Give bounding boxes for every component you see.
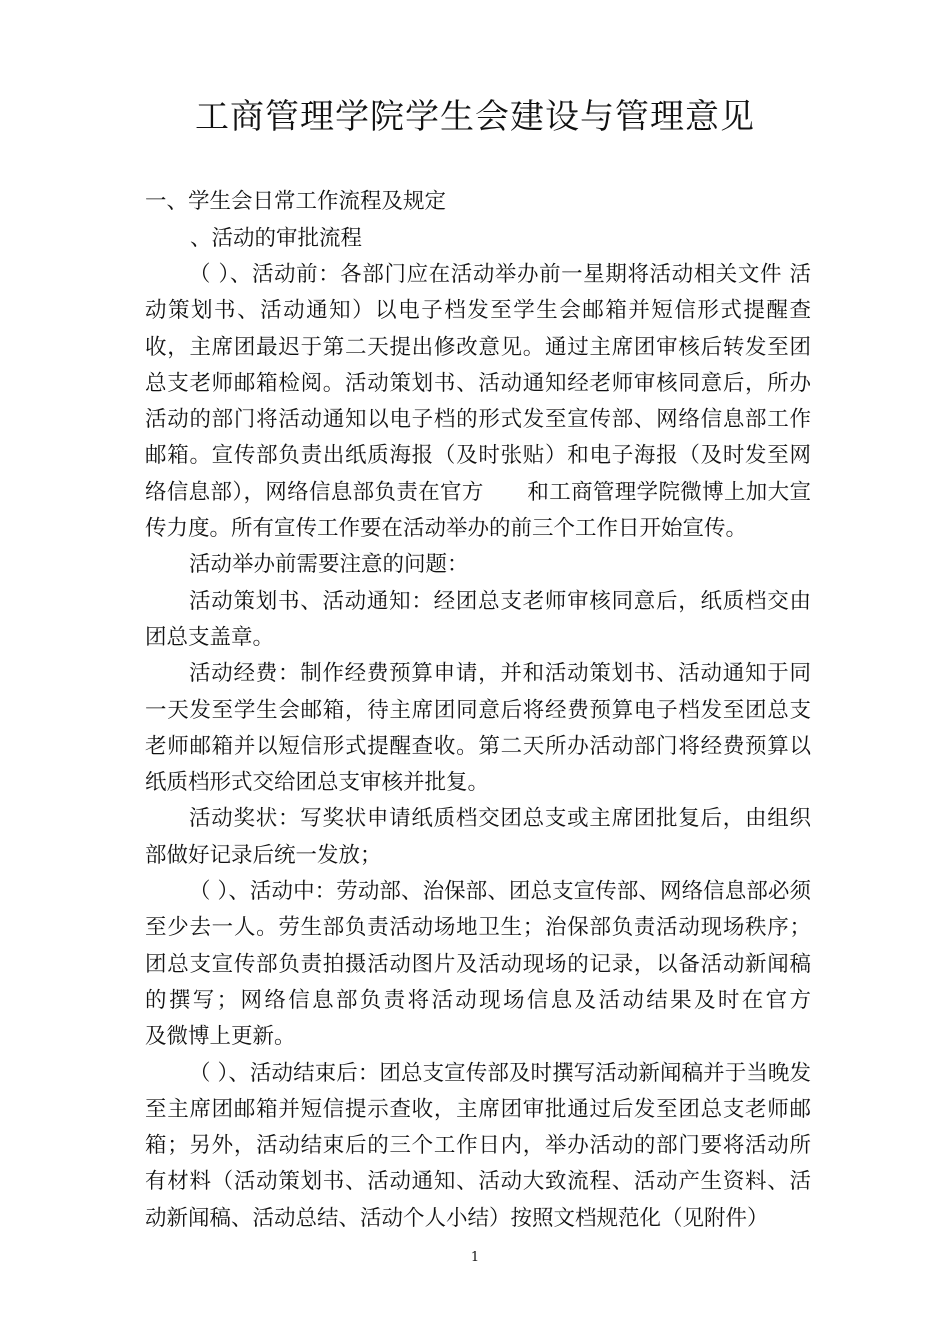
paragraph-activity-awards: 活动奖状：写奖状申请纸质档交团总支或主席团批复后，由组织部做好记录后统一发放；: [145, 806, 811, 868]
document-title: 工商管理学院学生会建设与管理意见: [195, 97, 755, 137]
subsection-heading: 、活动的审批流程: [190, 226, 363, 251]
paragraph-during-activity: （ ）、活动中：劳动部、治保部、团总支宣传部、网络信息部必须至少去一人。劳生部负责活动场地卫生；治保部负责活动现场秩序；团总支宣传部负责拍摄活动图片及活动现场的记录，以备活动新闻稿的撰写；网络信息部负责将活动现场信息及活动结果及时在官方 及微博上更新。: [145, 879, 876, 1050]
paragraph-after-activity: （ ）、活动结束后：团总支宣传部及时撰写活动新闻稿并于当晚发至主席团邮箱并短信提示查收，主席团审批通过后发至团总支老师邮箱；另外，活动结束后的三个工作日内，举办活动的部门要将活动所有材料（活动策划书、活动通知、活动大致流程、活动产生资料、活动新闻稿、活动总结、活动个人小结）按照文档规范化（见附件）: [145, 1060, 811, 1231]
page-number: 1: [470, 1250, 480, 1265]
paragraph-planning-documents: 活动策划书、活动通知：经团总支老师审核同意后，纸质档交由团总支盖章。: [145, 588, 811, 650]
section-heading: 一、学生会日常工作流程及规定: [145, 189, 447, 214]
body-text: [145, 257, 876, 1237]
paragraph-activity-funds: 活动经费：制作经费预算申请，并和活动策划书、活动通知于同一天发至学生会邮箱，待主席团同意后将经费预算电子档发至团总支老师邮箱并以短信形式提醒查收。第二天所办活动部门将经费预算以纸质档形式交给团总支审核并批复。: [145, 661, 811, 796]
paragraph-before-activity: （ ）、活动前：各部门应在活动举办前一星期将活动相关文件 活动策划书、活动通知）以电子档发至学生会邮箱并短信形式提醒查收，主席团最迟于第二天提出修改意见。通过主席团审核后转发至团总支老师邮箱检阅。活动策划书、活动通知经老师审核同意后，所办活动的部门将活动通知以电子档的形式发至宣传部、网络信息部工作邮箱。宣传部负责出纸质海报（及时张贴）和电子海报（及时发至网络信息部），网络信息部负责在官方 和工商管理学院微博上加大宣传力度。所有宣传工作要在活动举办的前三个工作日开始宣传。: [145, 262, 811, 542]
paragraph-preparation-notes: 活动举办前需要注意的问题：: [189, 552, 469, 578]
